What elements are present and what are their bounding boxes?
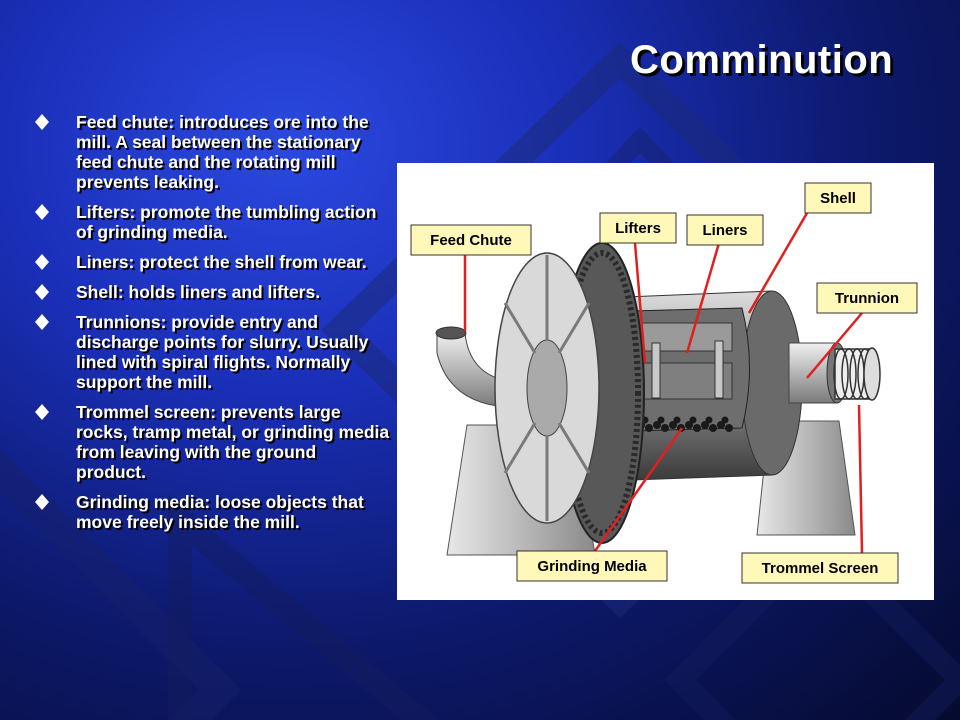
svg-text:Liners: Liners [702, 222, 748, 239]
feed-end-plate [495, 253, 599, 523]
ball-mill-diagram [397, 163, 934, 600]
label-liners [687, 215, 763, 245]
svg-text:Lifters: Lifters [615, 220, 661, 237]
bullet-text: Trommel screen: prevents large rocks, tramp metal, or grinding media from leaving with the ground product. [76, 402, 390, 482]
bullet-text: Lifters: promote the tumbling action of grinding media. [76, 202, 377, 242]
bullet-shell [28, 282, 390, 302]
bullet-feed-chute [28, 112, 390, 192]
ball-mill-illustration [397, 163, 934, 600]
bullet-text: Trunnions: provide entry and discharge points for slurry. Usually lined with spiral flights. Normally support the mill. [76, 312, 369, 392]
bullet-trunnions [28, 312, 390, 392]
bullet-trommel-screen [28, 402, 390, 482]
label-feed-chute [411, 225, 531, 255]
bullet-grinding-media [28, 492, 390, 532]
diamond-bullet-icon [34, 113, 50, 131]
diamond-bullet-icon [34, 313, 50, 331]
trommel-screen [834, 348, 880, 400]
diamond-bullet-icon [34, 253, 50, 271]
diamond-bullet-icon [34, 283, 50, 301]
label-shell [805, 183, 871, 213]
label-lifters [600, 213, 676, 243]
diamond-bullet-icon [34, 403, 50, 421]
svg-text:Grinding Media: Grinding Media [537, 558, 647, 575]
bullet-list [28, 112, 390, 542]
bullet-liners [28, 252, 390, 272]
bullet-text: Liners: protect the shell from wear. [76, 252, 367, 272]
svg-text:Trommel Screen: Trommel Screen [761, 560, 879, 577]
bullet-lifters [28, 202, 390, 242]
svg-text:Trunnion: Trunnion [834, 290, 900, 307]
diamond-bullet-icon [34, 203, 50, 221]
svg-text:Feed Chute: Feed Chute [430, 232, 512, 249]
diamond-bullet-icon [34, 493, 50, 511]
slide-title: Comminution [630, 38, 894, 82]
bullet-text: Feed chute: introduces ore into the mill. A seal between the stationary feed chute and the rotating mill prevents leaking. [76, 112, 369, 192]
bullet-text: Grinding media: loose objects that move freely inside the mill. [76, 492, 364, 532]
bullet-text: Shell: holds liners and lifters. [76, 282, 321, 302]
label-grinding-media [517, 551, 667, 581]
label-trunnion [817, 283, 917, 313]
svg-text:Shell: Shell [820, 190, 856, 207]
label-trommel-screen [742, 553, 898, 583]
